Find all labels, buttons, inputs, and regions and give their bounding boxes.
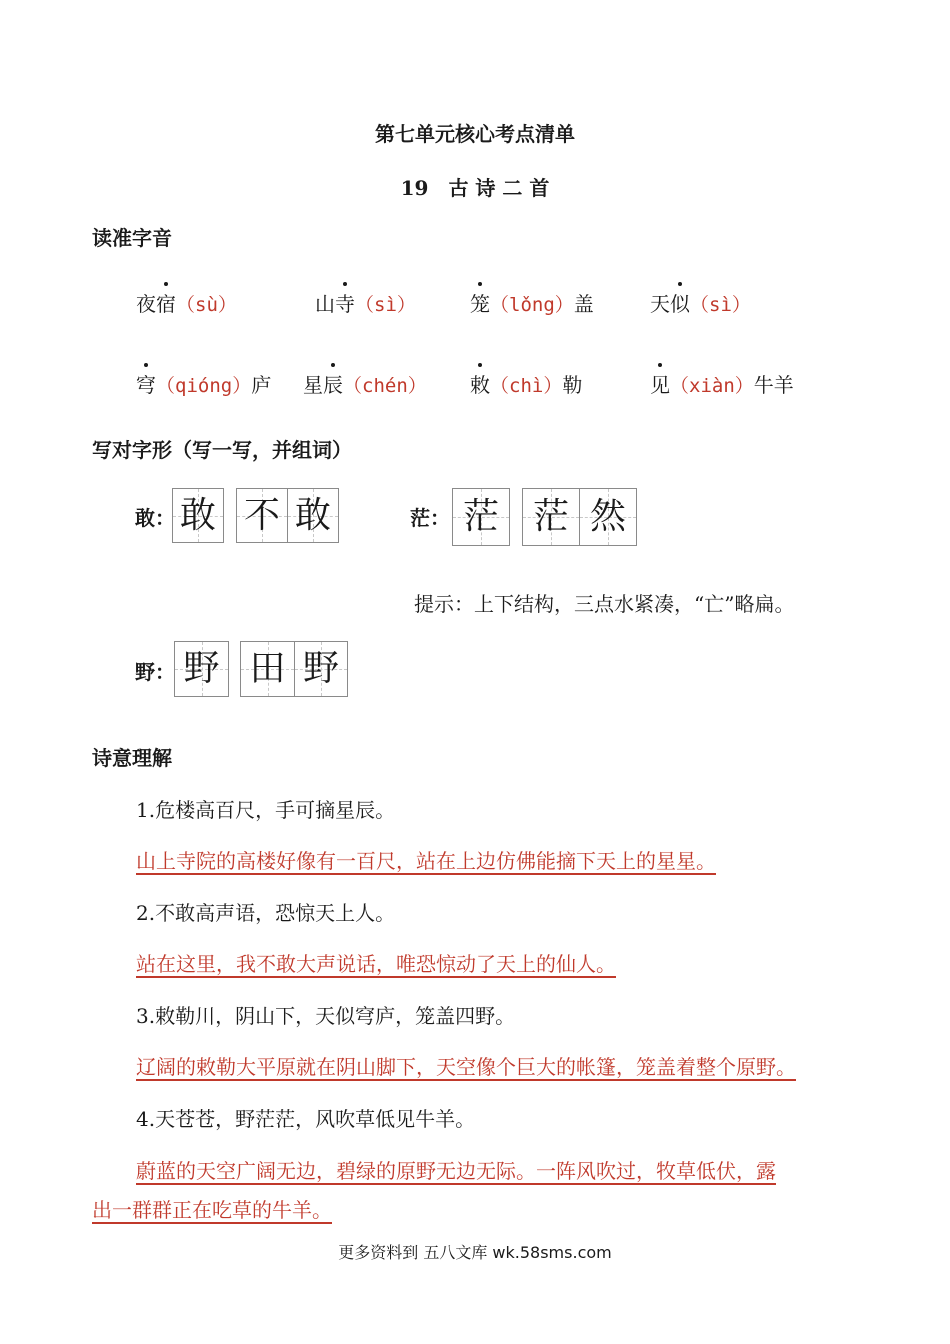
poem-answer-continued: 出一群群正在吃草的牛羊。 [92, 1198, 332, 1222]
pinyin-item: 山寺（sì） [315, 288, 416, 317]
pinyin-item: 星辰（chén） [303, 369, 427, 398]
poem-answer: 站在这里，我不敢大声说话，唯恐惊动了天上的仙人。 [136, 952, 616, 976]
pinyin-item: 夜宿（sù） [136, 288, 237, 317]
section-writing: 写对字形（写一写，并组词） [92, 438, 352, 462]
poem-line: 3.敕勒川，阴山下，天似穹庐，笼盖四野。 [136, 1004, 516, 1028]
writing-cell: 野 [294, 641, 348, 697]
writing-cell: 不 [236, 488, 288, 543]
poem-line: 1.危楼高百尺，手可摘星辰。 [136, 798, 396, 822]
char-label-ye: 野： [135, 660, 175, 684]
poem-line: 4.天苍苍，野茫茫，风吹草低见牛羊。 [136, 1107, 476, 1131]
writing-cell: 茫 [452, 488, 510, 546]
writing-cell: 敢 [287, 488, 339, 543]
section-meaning: 诗意理解 [92, 746, 172, 770]
writing-cell: 野 [174, 641, 229, 697]
poem-line: 2.不敢高声语，恐惊天上人。 [136, 901, 396, 925]
writing-cell: 田 [240, 641, 295, 697]
pinyin-item: 敕（chì）勒 [470, 369, 582, 398]
pinyin-item: 见（xiàn）牛羊 [650, 369, 794, 398]
writing-cell: 然 [579, 488, 637, 546]
char-label-gan: 敢： [135, 506, 175, 530]
writing-cell: 敢 [172, 488, 224, 543]
page-title: 第七单元核心考点清单 [375, 122, 575, 146]
pinyin-item: 天似（sì） [650, 288, 751, 317]
poem-answer: 山上寺院的高楼好像有一百尺，站在上边仿佛能摘下天上的星星。 [136, 849, 716, 873]
pinyin-item: 穹（qióng）庐 [136, 369, 271, 398]
lesson-title: 19 古 诗 二 首 [400, 176, 550, 200]
writing-cell: 茫 [522, 488, 580, 546]
poem-answer: 蔚蓝的天空广阔无边，碧绿的原野无边无际。一阵风吹过，牧草低伏，露 [136, 1159, 776, 1183]
pinyin-item: 笼（lǒng）盖 [470, 288, 594, 317]
section-pronunciation: 读准字音 [92, 226, 172, 250]
footer: 更多资料到 五八文库 wk.58sms.com [338, 1243, 612, 1262]
char-label-mang: 茫： [410, 506, 450, 530]
poem-answer: 辽阔的敕勒大平原就在阴山脚下，天空像个巨大的帐篷，笼盖着整个原野。 [136, 1055, 796, 1079]
writing-hint: 提示：上下结构，三点水紧凑，“亡”略扁。 [414, 592, 795, 616]
